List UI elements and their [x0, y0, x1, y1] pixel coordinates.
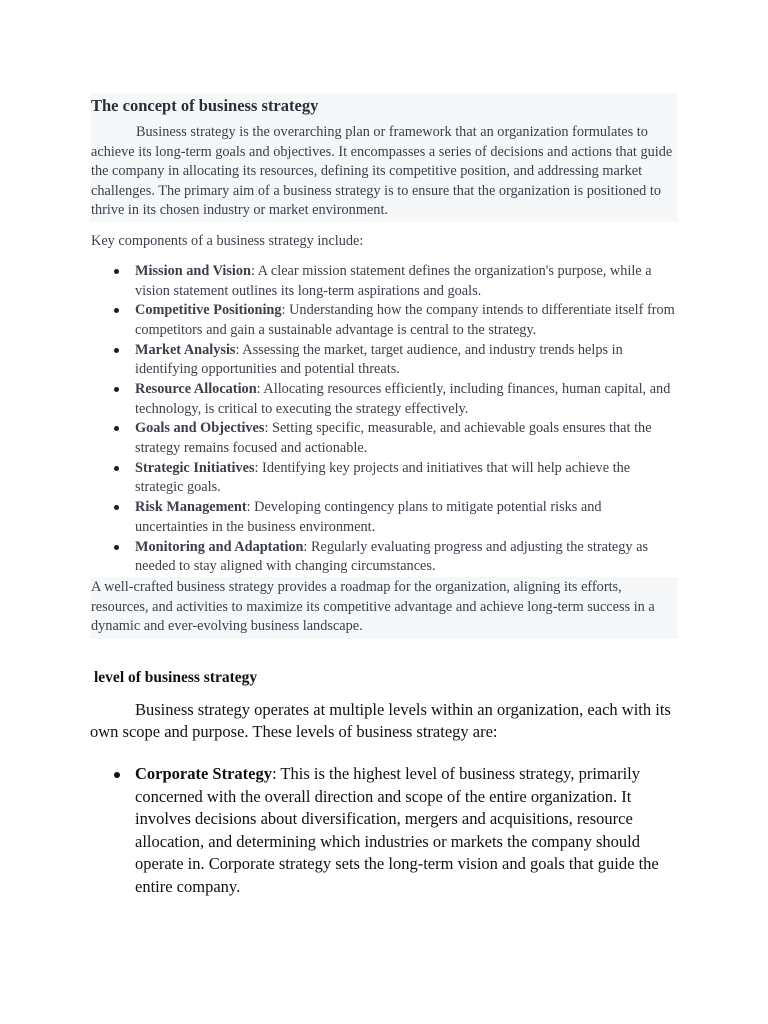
list-item [90, 301, 678, 340]
bullet-icon [114, 387, 119, 392]
list-item [90, 262, 678, 301]
key-components-intro: Key components of a business strategy include: [91, 232, 364, 249]
component-description: : Setting specific, measurable, and achievable goals ensures that the strategy remains focused and actionable. [135, 420, 652, 457]
list-item [90, 763, 678, 899]
component-term: Risk Management [135, 499, 247, 516]
list-item [90, 538, 678, 577]
section-heading: level of business strategy [94, 668, 258, 686]
levels-intro-paragraph: Business strategy operates at multiple levels within an organization, each with its own scope and purpose. These levels of business strategy are: [90, 699, 671, 742]
component-term: Mission and Vision [135, 262, 252, 279]
list-item [90, 498, 678, 537]
component-term: Market Analysis [135, 341, 236, 358]
intro-paragraph: Business strategy is the overarching plan or framework that an organization formulates to achieve its long-term goals and objectives. It encompasses a series of decisions and actions that guide the company in allocating its resources, defining its competitive position, and addressing market challenges. The primary aim of a business strategy is to ensure that the organization is positioned to thrive in its chosen industry or market environment. [90, 120, 678, 222]
component-description: : Assessing the market, target audience, and industry trends helps in identifying opportunities and potential threats. [135, 341, 623, 378]
bullet-icon [114, 505, 119, 510]
list-item [90, 380, 678, 419]
component-term: Strategic Initiatives [135, 459, 255, 476]
bullet-icon [114, 308, 119, 313]
component-description: : Allocating resources efficiently, including finances, human capital, and technology, is critical to executing the strategy effectively. [135, 381, 671, 417]
strategy-levels-list [90, 763, 678, 899]
list-item [90, 419, 678, 458]
component-term: Competitive Positioning [135, 302, 282, 319]
component-description: : Developing contingency plans to mitigate potential risks and uncertainties in the business environment. [135, 499, 602, 535]
bullet-icon [114, 466, 119, 471]
component-description: : Understanding how the company intends to differentiate itself from competitors and gain a sustainable advantage is central to the strategy. [135, 302, 675, 338]
key-components-list [90, 262, 678, 577]
component-term: Goals and Objectives [135, 420, 265, 437]
level-term: Corporate Strategy [135, 763, 272, 783]
bullet-icon [114, 426, 119, 431]
closing-paragraph: A well-crafted business strategy provides a roadmap for the organization, aligning its efforts, resources, and activities to maximize its competitive advantage and achieve long-term success in a dynamic and ever-evolving business landscape. [90, 577, 678, 639]
bullet-icon [114, 348, 119, 353]
component-description: : A clear mission statement defines the organization's purpose, while a vision statement outlines its long-term aspirations and goals. [135, 262, 652, 299]
bullet-icon [114, 269, 119, 274]
component-description: : Identifying key projects and initiatives that will help achieve the strategic goals. [135, 459, 631, 496]
levels-of-strategy-section [90, 668, 678, 899]
list-item [90, 341, 678, 380]
list-item [90, 459, 678, 498]
section-heading: The concept of business strategy [90, 93, 678, 120]
component-term: Resource Allocation [135, 381, 257, 398]
business-strategy-concept-section [90, 93, 678, 639]
bullet-icon [114, 772, 120, 778]
component-description: : Regularly evaluating progress and adjusting the strategy as needed to stay aligned with changing circumstances. [135, 538, 649, 575]
document-page [90, 0, 678, 899]
level-description: : This is the highest level of business strategy, primarily concerned with the overall direction and scope of the entire organization. It involves decisions about diversification, mergers and acquisitions, resource allocation, and determining which industries or markets the company should operate in. Corporate strategy sets the long-term vision and goals that guide the entire company. [135, 763, 659, 896]
bullet-icon [114, 545, 119, 550]
component-term: Monitoring and Adaptation [135, 538, 304, 555]
